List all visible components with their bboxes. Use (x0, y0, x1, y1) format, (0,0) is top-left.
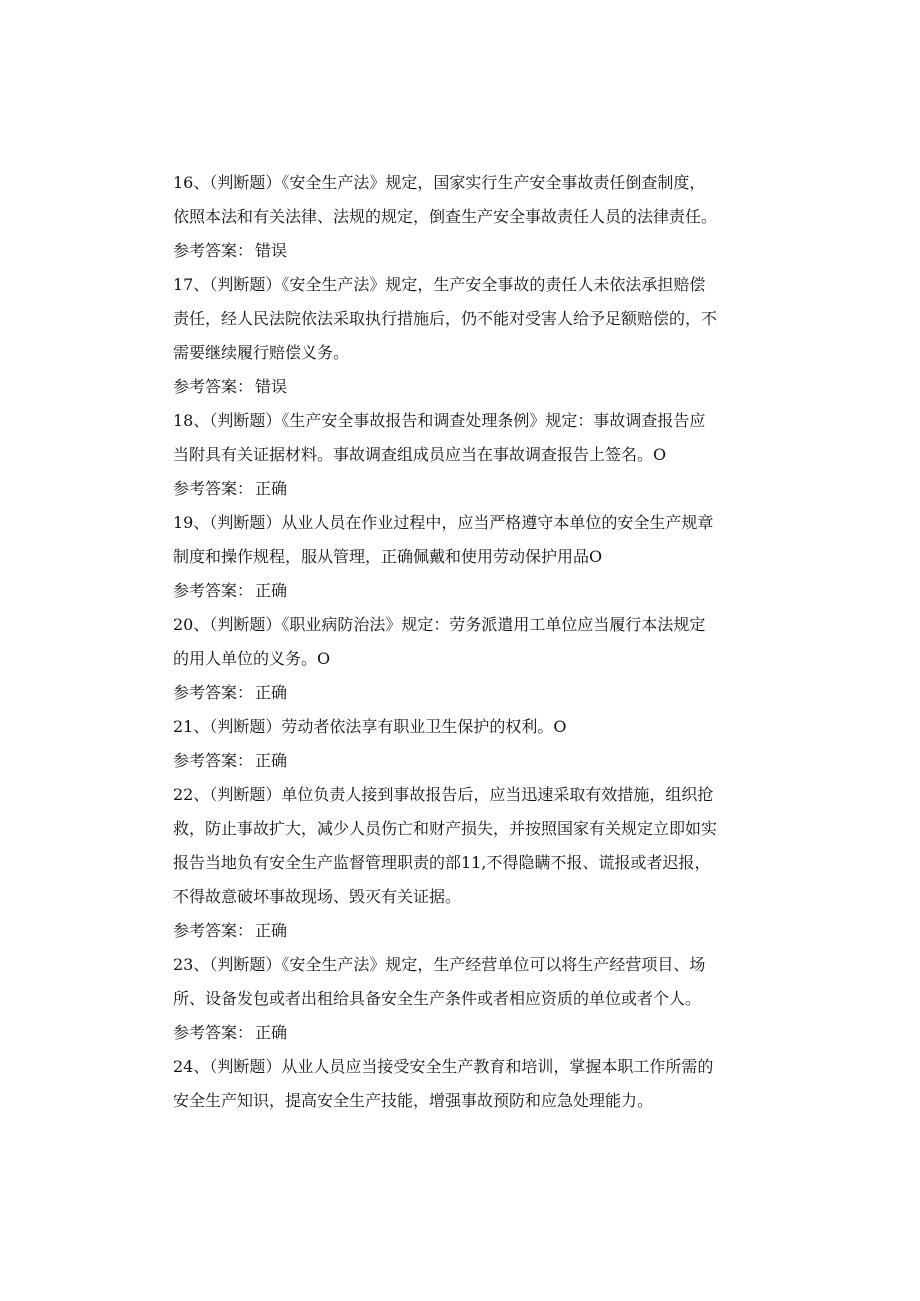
answer-label: 参考答案： (173, 683, 254, 702)
answer-row (173, 472, 753, 506)
question-text-line: 18、（判断题）《生产安全事故报告和调查处理条例》规定：事故调查报告应 (173, 411, 706, 430)
question-item (173, 608, 753, 710)
question-item (173, 1050, 753, 1118)
answer-row (173, 234, 753, 268)
question-text-line: 安全生产知识，提高安全生产技能，增强事故预防和应急处理能力。 (173, 1091, 654, 1110)
question-item (173, 948, 753, 1050)
question-text-line: 22、（判断题）单位负责人接到事故报告后，应当迅速采取有效措施，组织抢 (173, 785, 714, 804)
answer-label: 参考答案： (173, 581, 254, 600)
question-text-line: 救，防止事故扩大，减少人员伤亡和财产损失，并按照国家有关规定立即如实 (173, 819, 718, 838)
answer-value: 错误 (255, 377, 288, 396)
answer-value: 正确 (255, 1023, 288, 1042)
answer-value: 正确 (255, 921, 288, 940)
question-text-line: 需要继续履行赔偿义务。 (173, 343, 350, 362)
question-item (173, 404, 753, 506)
question-text-line: 依照本法和有关法律、法规的规定，倒查生产安全事故责任人员的法律责任。 (173, 207, 718, 226)
answer-row (173, 370, 753, 404)
question-text-line: 17、（判断题）《安全生产法》规定，生产安全事故的责任人未依法承担赔偿 (173, 275, 706, 294)
answer-label: 参考答案： (173, 1023, 254, 1042)
question-text-line: 责任，经人民法院依法采取执行措施后，仍不能对受害人给予足额赔偿的，不 (173, 309, 718, 328)
question-text-line: 19、（判断题）从业人员在作业过程中，应当严格遵守本单位的安全生产规章 (173, 513, 714, 532)
answer-row (173, 676, 753, 710)
answer-row (173, 744, 753, 778)
question-item (173, 778, 753, 948)
question-text-line: 当附具有关证据材料。事故调查组成员应当在事故调查报告上签名。O (173, 445, 667, 464)
question-text-line: 制度和操作规程，服从管理，正确佩戴和使用劳动保护用品O (173, 547, 603, 566)
answer-label: 参考答案： (173, 751, 254, 770)
question-item (173, 268, 753, 404)
answer-label: 参考答案： (173, 241, 254, 260)
question-text-line: 20、（判断题）《职业病防治法》规定：劳务派遣用工单位应当履行本法规定 (173, 615, 706, 634)
answer-value: 错误 (255, 241, 288, 260)
question-text-line: 的用人单位的义务。O (173, 649, 331, 668)
answer-value: 正确 (255, 683, 288, 702)
answer-row (173, 914, 753, 948)
answer-value: 正确 (255, 479, 288, 498)
question-text-line: 所、设备发包或者出租给具备安全生产条件或者相应资质的单位或者个人。 (173, 989, 702, 1008)
question-item (173, 710, 753, 778)
question-item (173, 506, 753, 608)
question-text-line: 16、（判断题）《安全生产法》规定，国家实行生产安全事故责任倒查制度， (173, 173, 706, 192)
answer-row (173, 1016, 753, 1050)
answer-label: 参考答案： (173, 921, 254, 940)
answer-value: 正确 (255, 751, 288, 770)
question-item (173, 166, 753, 268)
answer-value: 正确 (255, 581, 288, 600)
answer-label: 参考答案： (173, 377, 254, 396)
question-list (173, 166, 753, 1118)
answer-row (173, 574, 753, 608)
question-text-line: 23、（判断题）《安全生产法》规定，生产经营单位可以将生产经营项目、场 (173, 955, 706, 974)
question-text-line: 21、（判断题）劳动者依法享有职业卫生保护的权利。O (173, 717, 567, 736)
answer-label: 参考答案： (173, 479, 254, 498)
question-text-line: 报告当地负有安全生产监督管理职责的部11,不得隐瞒不报、谎报或者迟报， (173, 853, 711, 872)
question-text-line: 24、（判断题）从业人员应当接受安全生产教育和培训，掌握本职工作所需的 (173, 1057, 714, 1076)
question-text-line: 不得故意破坏事故现场、毁灭有关证据。 (173, 887, 462, 906)
